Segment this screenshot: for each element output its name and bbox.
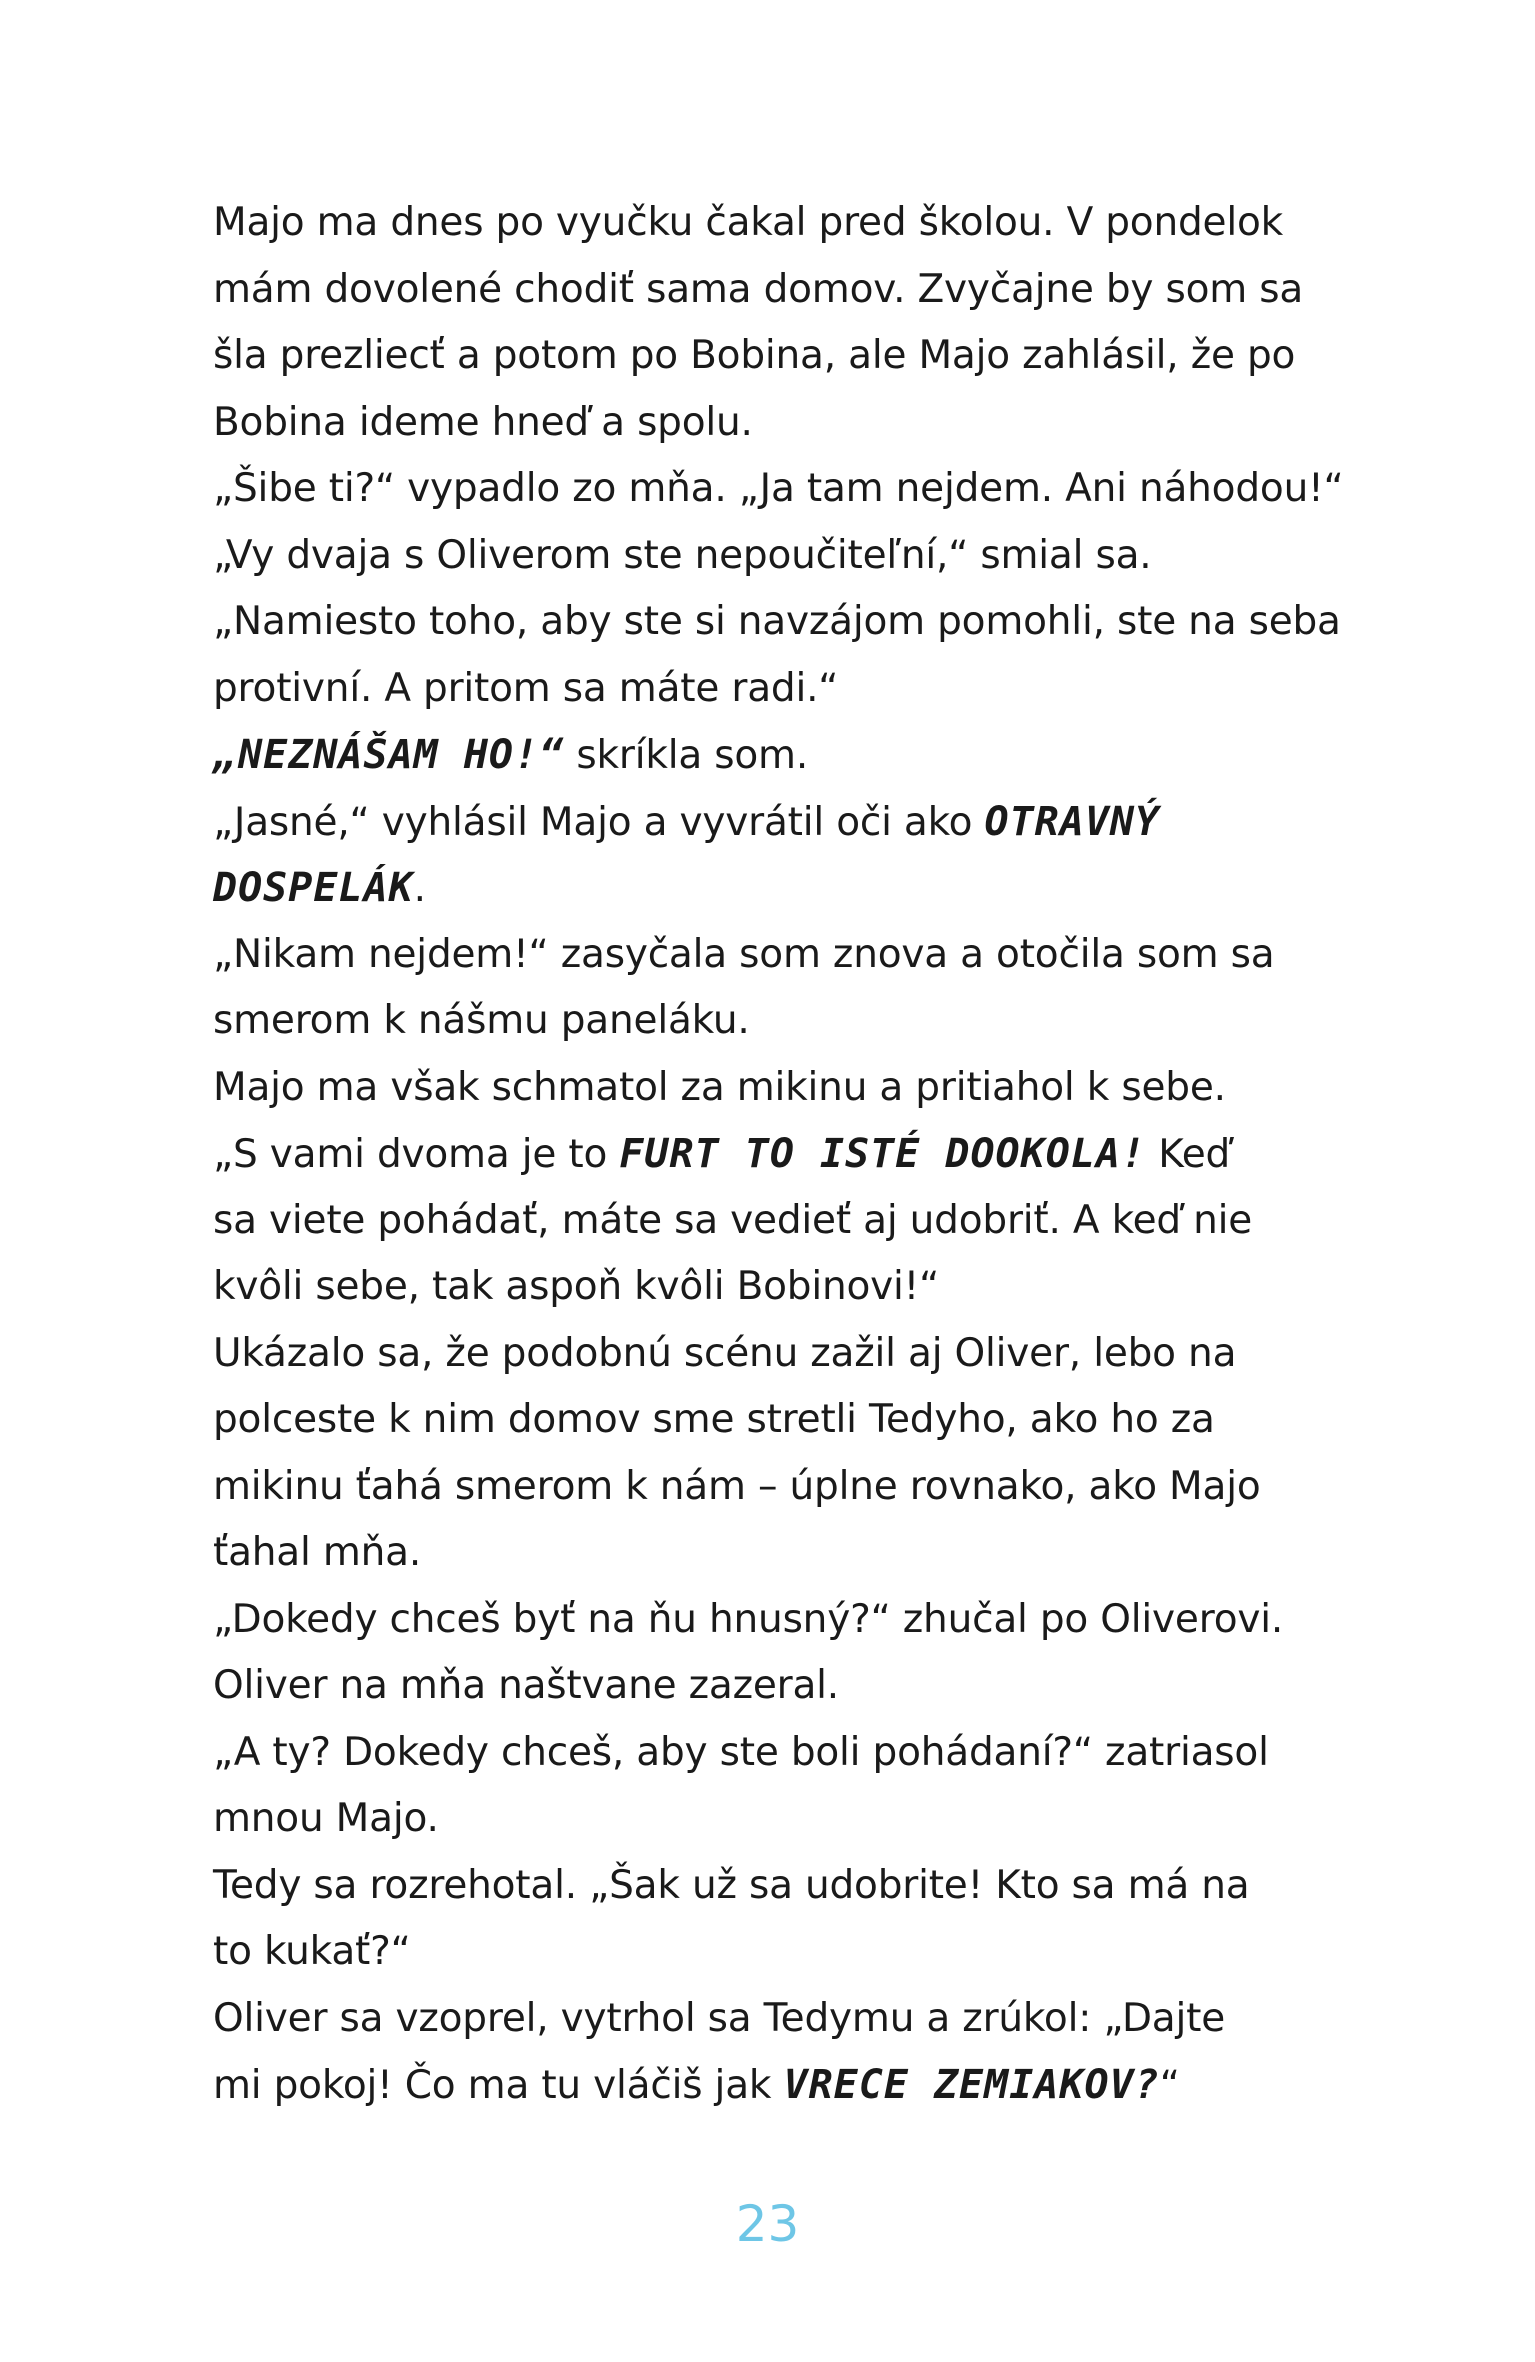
text-line [213,722,1333,789]
text-run: protivní. A pritom sa máte radi.“ [213,665,839,711]
text-run: sa viete pohádať, máte sa vedieť aj udobriť. A keď nie [213,1197,1253,1243]
text-run: skríkla som. [564,733,809,778]
text-run: Bobina ideme hneď a spolu. [213,399,753,445]
text-run: polceste k nim domov sme stretli Tedyho, ako ho za [213,1397,1215,1442]
text-line [213,1653,1333,1720]
text-run: mnou Majo. [213,1796,439,1841]
text-line [213,523,1333,590]
text-line [213,190,1333,257]
text-line [213,323,1333,390]
text-line [213,789,1333,856]
emphasis-text: OTRAVNÝ [984,798,1161,845]
text-line [213,1188,1333,1255]
text-line [213,1919,1333,1986]
text-line [213,1520,1333,1587]
text-run: „Jasné,“ vyhlásil Majo a vyvrátil oči ako [213,799,985,845]
text-line [213,1986,1333,2053]
text-run: Tedy sa rozrehotal. „Šak už sa udobrite! Kto sa má na [213,1862,1250,1908]
text-run: Oliver na mňa naštvane zazeral. [213,1663,840,1708]
text-line [213,1786,1333,1853]
text-run: Oliver sa vzoprel, vytrhol sa Tedymu a zrúkol: „Dajte [213,1995,1226,2041]
text-run: Majo ma dnes po vyučku čakal pred školou. V pondelok [213,200,1284,245]
text-run: „Šibe ti?“ vypadlo zo mňa. „Ja tam nejdem. Ani náhodou!“ [213,466,1344,511]
text-line [213,390,1333,457]
text-run: „Nikam nejdem!“ zasyčala som znova a otočila som sa [213,931,1275,977]
text-run: Majo ma však schmatol za mikinu a pritiahol k sebe. [213,1064,1226,1110]
text-run: smerom k nášmu paneláku. [213,998,750,1043]
text-run: „Namiesto toho, aby ste si navzájom pomohli, ste na seba [213,599,1341,644]
text-line [213,922,1333,989]
text-line [213,1321,1333,1388]
emphasis-text: „NEZNÁŠAM HO!“ [213,732,565,778]
text-line [213,1121,1333,1188]
page-number: 23 [735,2195,800,2253]
text-run: mi pokoj! Čo ma tu vláčiš jak [213,2063,784,2108]
text-run: ťahal mňa. [213,1530,422,1575]
text-line [213,1055,1333,1122]
text-run: Keď [1146,1132,1231,1177]
text-run: „Vy dvaja s Oliverom ste nepoučiteľní,“ smial sa. [213,532,1152,578]
text-line [213,1387,1333,1454]
text-line [213,2052,1333,2119]
text-run: mikinu ťahá smerom k nám – úplne rovnako, ako Majo [213,1463,1261,1509]
text-line [213,456,1344,523]
text-run: „A ty? Dokedy chceš, aby ste boli pohádaní?“ zatriasol [213,1729,1269,1775]
text-line [213,589,1341,656]
text-run: Ukázalo sa, že podobnú scénu zažil aj Oliver, lebo na [213,1330,1237,1376]
text-line [213,855,1333,922]
text-line [213,1254,1333,1321]
text-run: “ [1159,2063,1180,2108]
body-text [213,190,1344,2119]
text-line [213,656,1333,723]
text-line [213,1853,1333,1920]
text-line [213,1720,1333,1787]
text-run: „Dokedy chceš byť na ňu hnusný?“ zhučal po Oliverovi. [213,1596,1284,1642]
emphasis-text: DOSPELÁK [213,865,414,911]
text-run: to kukať?“ [213,1929,411,1974]
text-run: šla prezliecť a potom po Bobina, ale Majo zahlásil, že po [213,333,1296,378]
text-run: . [413,866,426,911]
emphasis-text: FURT TO ISTÉ DOOKOLA! [619,1131,1147,1177]
text-run: kvôli sebe, tak aspoň kvôli Bobinovi!“ [213,1264,940,1309]
text-line [213,257,1333,324]
emphasis-text: VRECE ZEMIAKOV? [783,2062,1160,2108]
text-run: „S vami dvoma je to [213,1132,620,1177]
text-line [213,1587,1333,1654]
text-run: mám dovolené chodiť sama domov. Zvyčajne by som sa [213,266,1304,312]
text-line [213,1454,1333,1521]
text-line [213,988,1333,1055]
